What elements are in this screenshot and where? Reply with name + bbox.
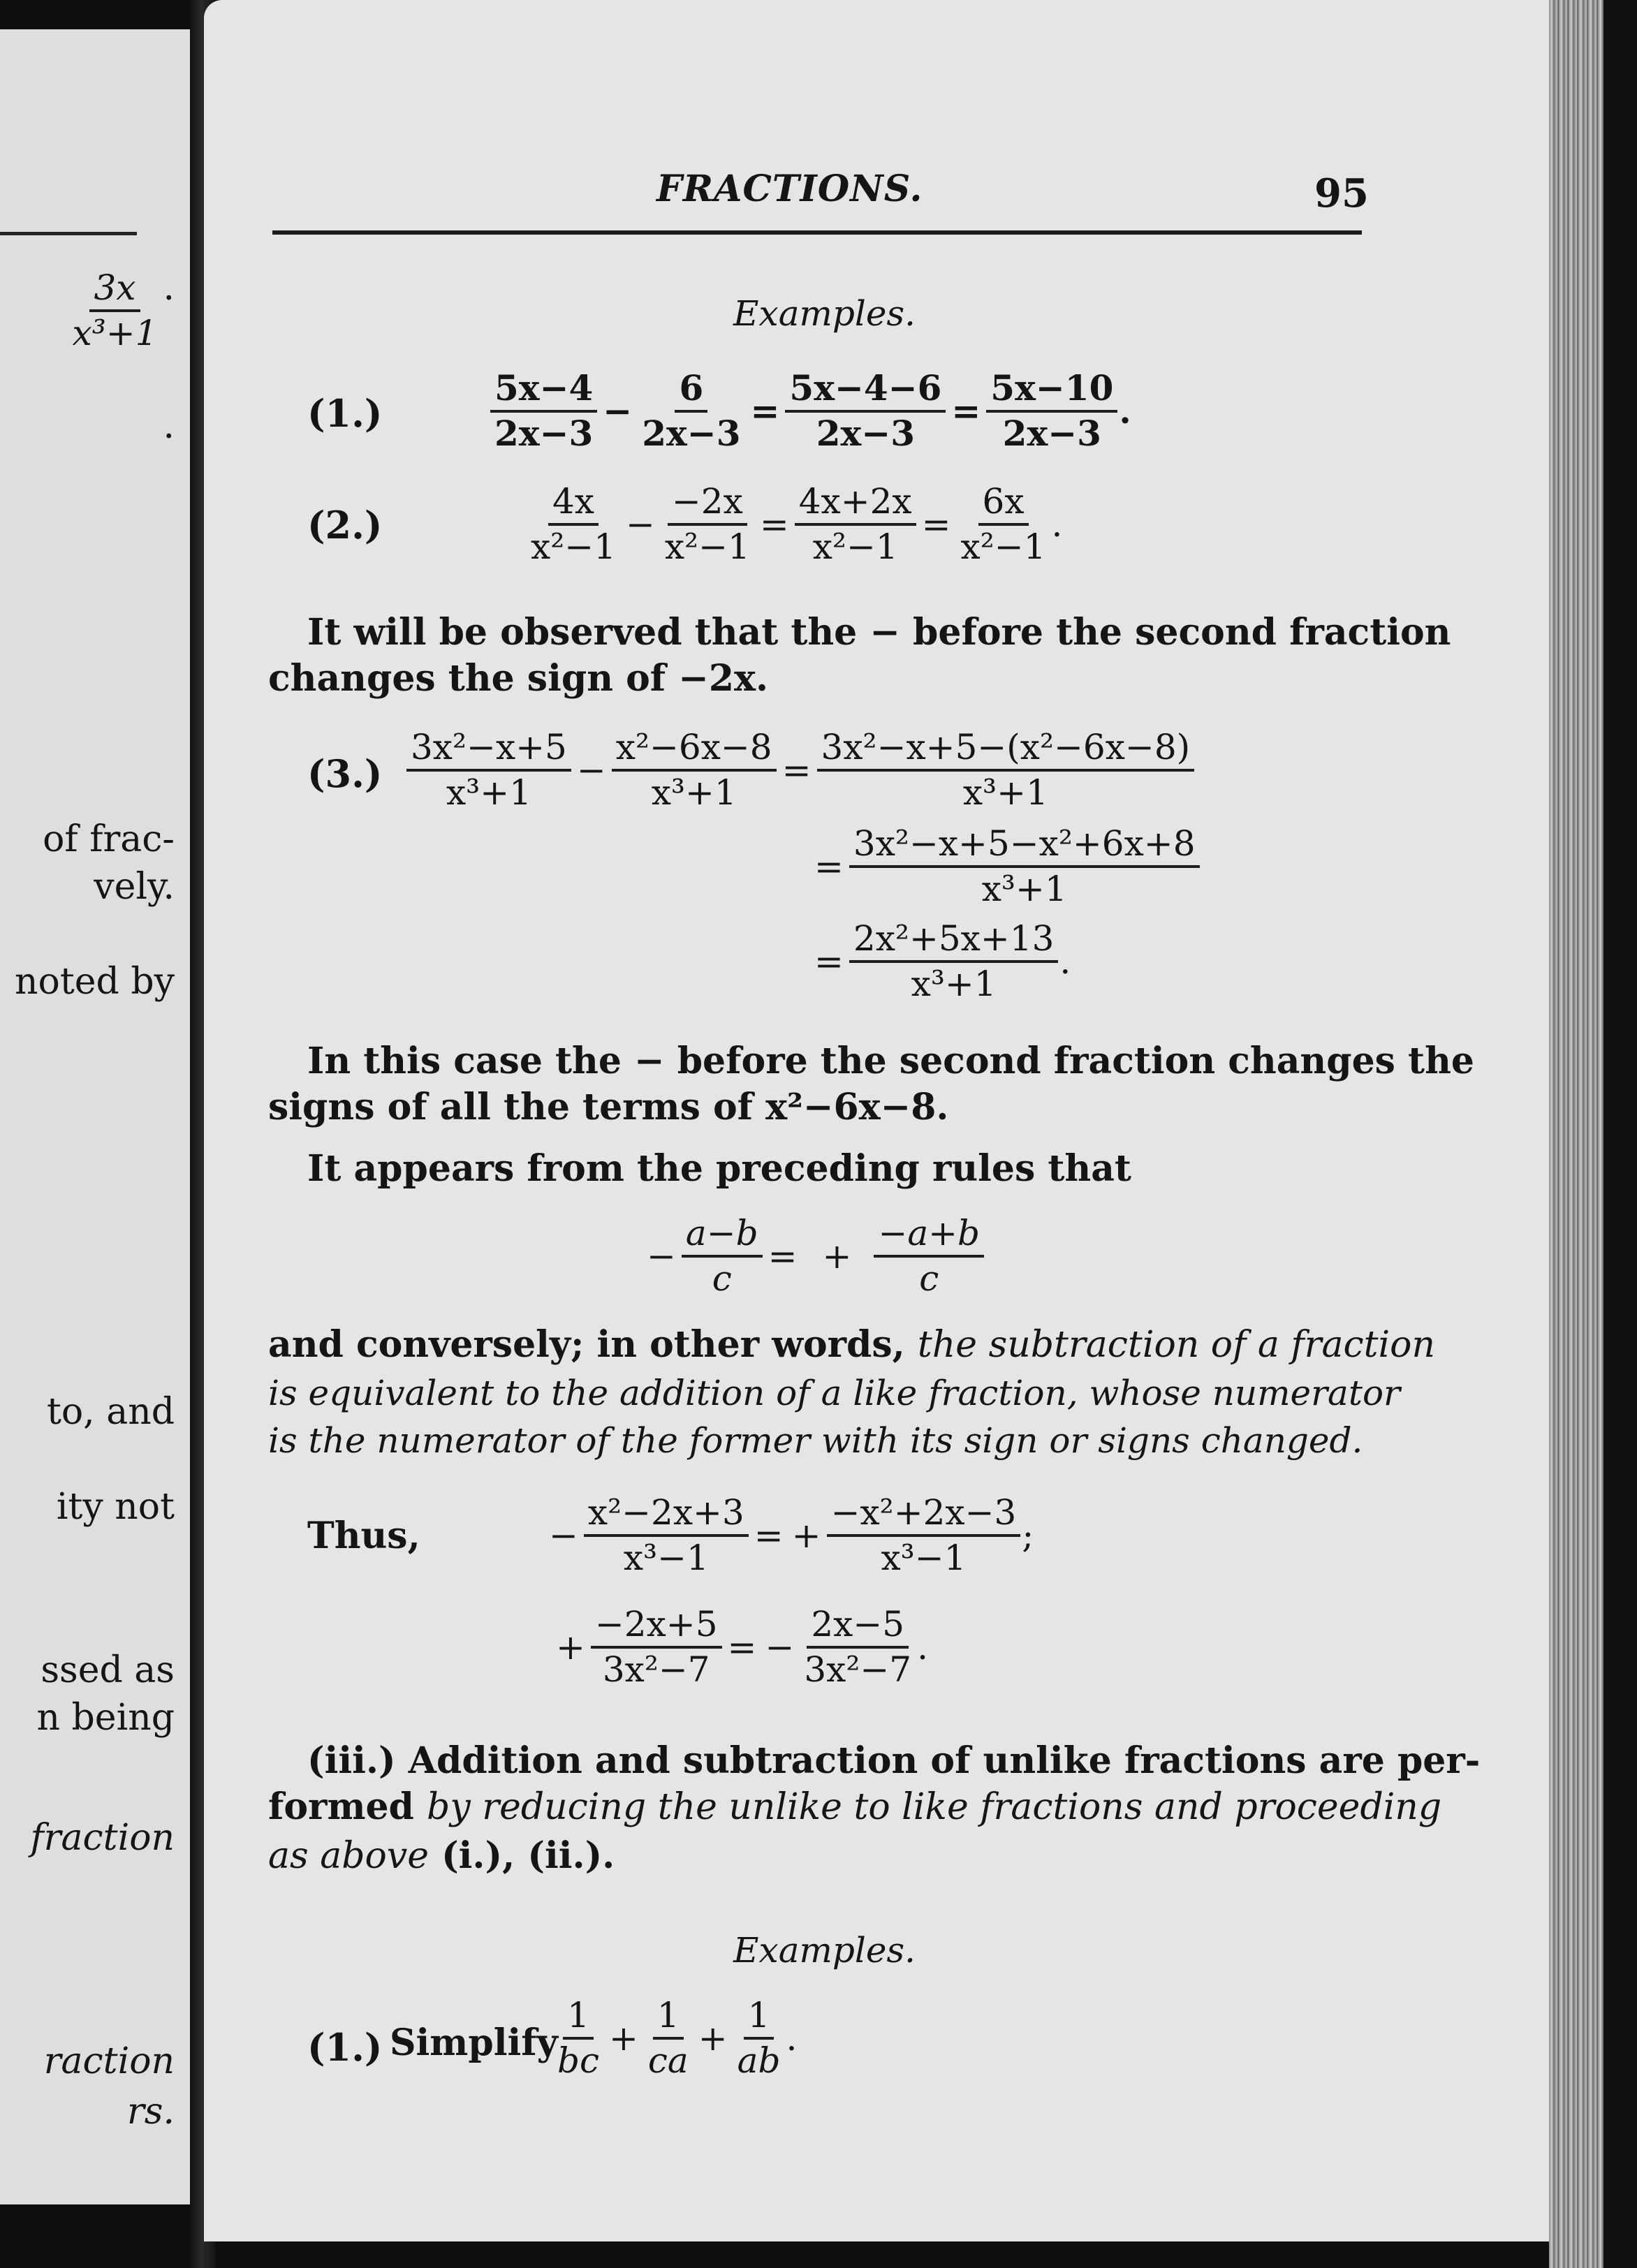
simplify-equation: $\frac{1}{bc}$ + $\frac{1}{ca}$ + $\frac{1}{ab}$ . <box>552 1997 797 2079</box>
equation-example-1: $\frac{5x-4}{2x-3}$ − $\frac{6}{2x-3}$ = $\frac{5x-4-6}{2x-3}$ = $\frac{5x-10}{2x-3}$ . <box>489 370 1131 452</box>
left-fragment: vely. <box>94 866 175 908</box>
fraction: $\frac{6x}{\text{x²−1}}$ <box>960 481 1046 567</box>
example-label: (1.) <box>307 391 383 436</box>
examples-heading: Examples. <box>733 293 916 334</box>
paragraph-line: changes the sign of −2x. <box>268 657 769 700</box>
fraction: $\frac{4x+2x}{\text{x²−1}}$ <box>795 483 916 565</box>
fraction: $\frac{5x-10}{2x-3}$ <box>986 370 1117 452</box>
left-fragment: ity not <box>56 1486 175 1528</box>
fraction: $\frac{\text{2x²+5x+13}}{\text{x³+1}}$ <box>849 920 1058 1002</box>
fraction: $\frac{4x}{\text{x²−1}}$ <box>531 481 616 567</box>
left-fragment: rs. <box>126 2091 175 2133</box>
fraction: $\frac{-a+b}{c}$ <box>874 1215 984 1297</box>
fraction: $\frac{1}{ab}$ <box>737 1995 781 2081</box>
paragraph-line: formed by reducing the unlike to like fractions and proceeding <box>268 1785 1442 1828</box>
fraction: $\frac{\text{x²−2x+3}}{\text{x³−1}}$ <box>584 1494 749 1576</box>
page-shadow <box>1603 0 1637 2268</box>
left-fragment: . <box>163 405 175 447</box>
equation-example-3-line-1: $\frac{\text{3x²−x+5}}{\text{x³+1}}$ − $\frac{\text{x²−6x−8}}{\text{x³+1}}$ = $\frac{\text{3x²−x+5−(x²−6x−8)}}{\text{x³+1}}$ <box>405 729 1196 811</box>
fraction: $\frac{1}{bc}$ <box>557 1995 600 2081</box>
paragraph-line: is equivalent to the addition of a like fraction, whose numerator <box>268 1373 1400 1413</box>
left-fragment: n being <box>36 1697 175 1739</box>
fraction: $\frac{-2x+5}{\text{3x²−7}}$ <box>591 1606 722 1688</box>
paragraph-line: In this case the − before the second fraction changes the <box>307 1040 1474 1082</box>
fraction: $\frac{6}{2x-3}$ <box>642 367 741 454</box>
left-fraction-fragment: $\frac{3x}{\text{x³+1}}$ . <box>72 267 175 353</box>
example-label: (2.) <box>307 503 383 547</box>
running-title: FRACTIONS. <box>656 168 923 210</box>
left-fragment: ssed as <box>41 1649 175 1691</box>
examples-heading: Examples. <box>733 1930 916 1971</box>
left-fragment: noted by <box>15 961 175 1003</box>
left-page-fragment <box>0 29 190 2204</box>
left-fragment: raction <box>43 2040 175 2082</box>
fraction: $\frac{2x-5}{\text{3x²−7}}$ <box>804 1604 912 1690</box>
fraction: $\frac{\text{−x²+2x−3}}{\text{x³−1}}$ <box>827 1494 1021 1576</box>
paragraph-line: (iii.) Addition and subtraction of unlike fractions are per- <box>307 1739 1481 1782</box>
thus-label: Thus, <box>307 1515 420 1557</box>
fraction: $\frac{\text{3x²−x+5−(x²−6x−8)}}{\text{x³+1}}$ <box>817 729 1195 811</box>
simplify-word: Simplify <box>390 2022 558 2064</box>
fraction: $\frac{\text{x²−6x−8}}{\text{x³+1}}$ <box>612 729 777 811</box>
thus-equation-2: + $\frac{-2x+5}{\text{3x²−7}}$ = − $\frac{2x-5}{\text{3x²−7}}$ . <box>556 1604 929 1690</box>
header-rule <box>272 230 1362 235</box>
paragraph-line: is the numerator of the former with its sign or signs changed. <box>268 1420 1363 1461</box>
fraction: $\frac{a-b}{c}$ <box>682 1215 763 1297</box>
left-page-rule <box>0 232 137 235</box>
paragraph-line: It will be observed that the − before the second fraction <box>307 611 1451 654</box>
equation-example-2: $\frac{4x}{\text{x²−1}}$ − $\frac{-2x}{\text{x²−1}}$ = $\frac{4x+2x}{\text{x²−1}}$ = $\frac{6x}{\text{x²−1}}$ . <box>525 483 1062 565</box>
left-fragment: to, and <box>46 1391 175 1433</box>
paragraph-line: and conversely; in other words, the subtraction of a fraction <box>268 1323 1435 1366</box>
example-label: (1.) <box>307 2025 383 2070</box>
fraction: $\frac{-2x}{\text{x²−1}}$ <box>664 481 750 567</box>
left-fragment: fraction <box>30 1817 175 1859</box>
paragraph-line: as above (i.), (ii.). <box>268 1834 615 1877</box>
rule-equation: − $\frac{a-b}{c}$ = + $\frac{-a+b}{c}$ <box>643 1215 985 1297</box>
thus-equation-1: − $\frac{\text{x²−2x+3}}{\text{x³−1}}$ = + $\frac{\text{−x²+2x−3}}{\text{x³−1}}$ ; <box>549 1492 1034 1578</box>
page-number: 95 <box>1314 170 1369 216</box>
example-label: (3.) <box>307 751 383 796</box>
paragraph-line: It appears from the preceding rules that <box>307 1147 1131 1190</box>
fraction: $\frac{1}{ca}$ <box>647 1995 689 2081</box>
left-fragment: of frac- <box>43 818 175 860</box>
fraction: $\frac{\text{3x²−x+5}}{\text{x³+1}}$ <box>406 729 571 811</box>
paragraph-line: signs of all the terms of x²−6x−8. <box>268 1086 949 1128</box>
fraction: $\frac{\text{3x²−x+5−x²+6x+8}}{\text{x³+1}}$ <box>849 825 1200 907</box>
equation-example-3-line-2: = $\frac{\text{3x²−x+5−x²+6x+8}}{\text{x³+1}}$ <box>810 825 1201 907</box>
fraction: $\frac{5x-4-6}{2x-3}$ <box>785 370 946 452</box>
fraction: $\frac{5x-4}{2x-3}$ <box>490 370 597 452</box>
equation-example-3-line-3: = $\frac{\text{2x²+5x+13}}{\text{x³+1}}$ . <box>814 918 1071 1004</box>
